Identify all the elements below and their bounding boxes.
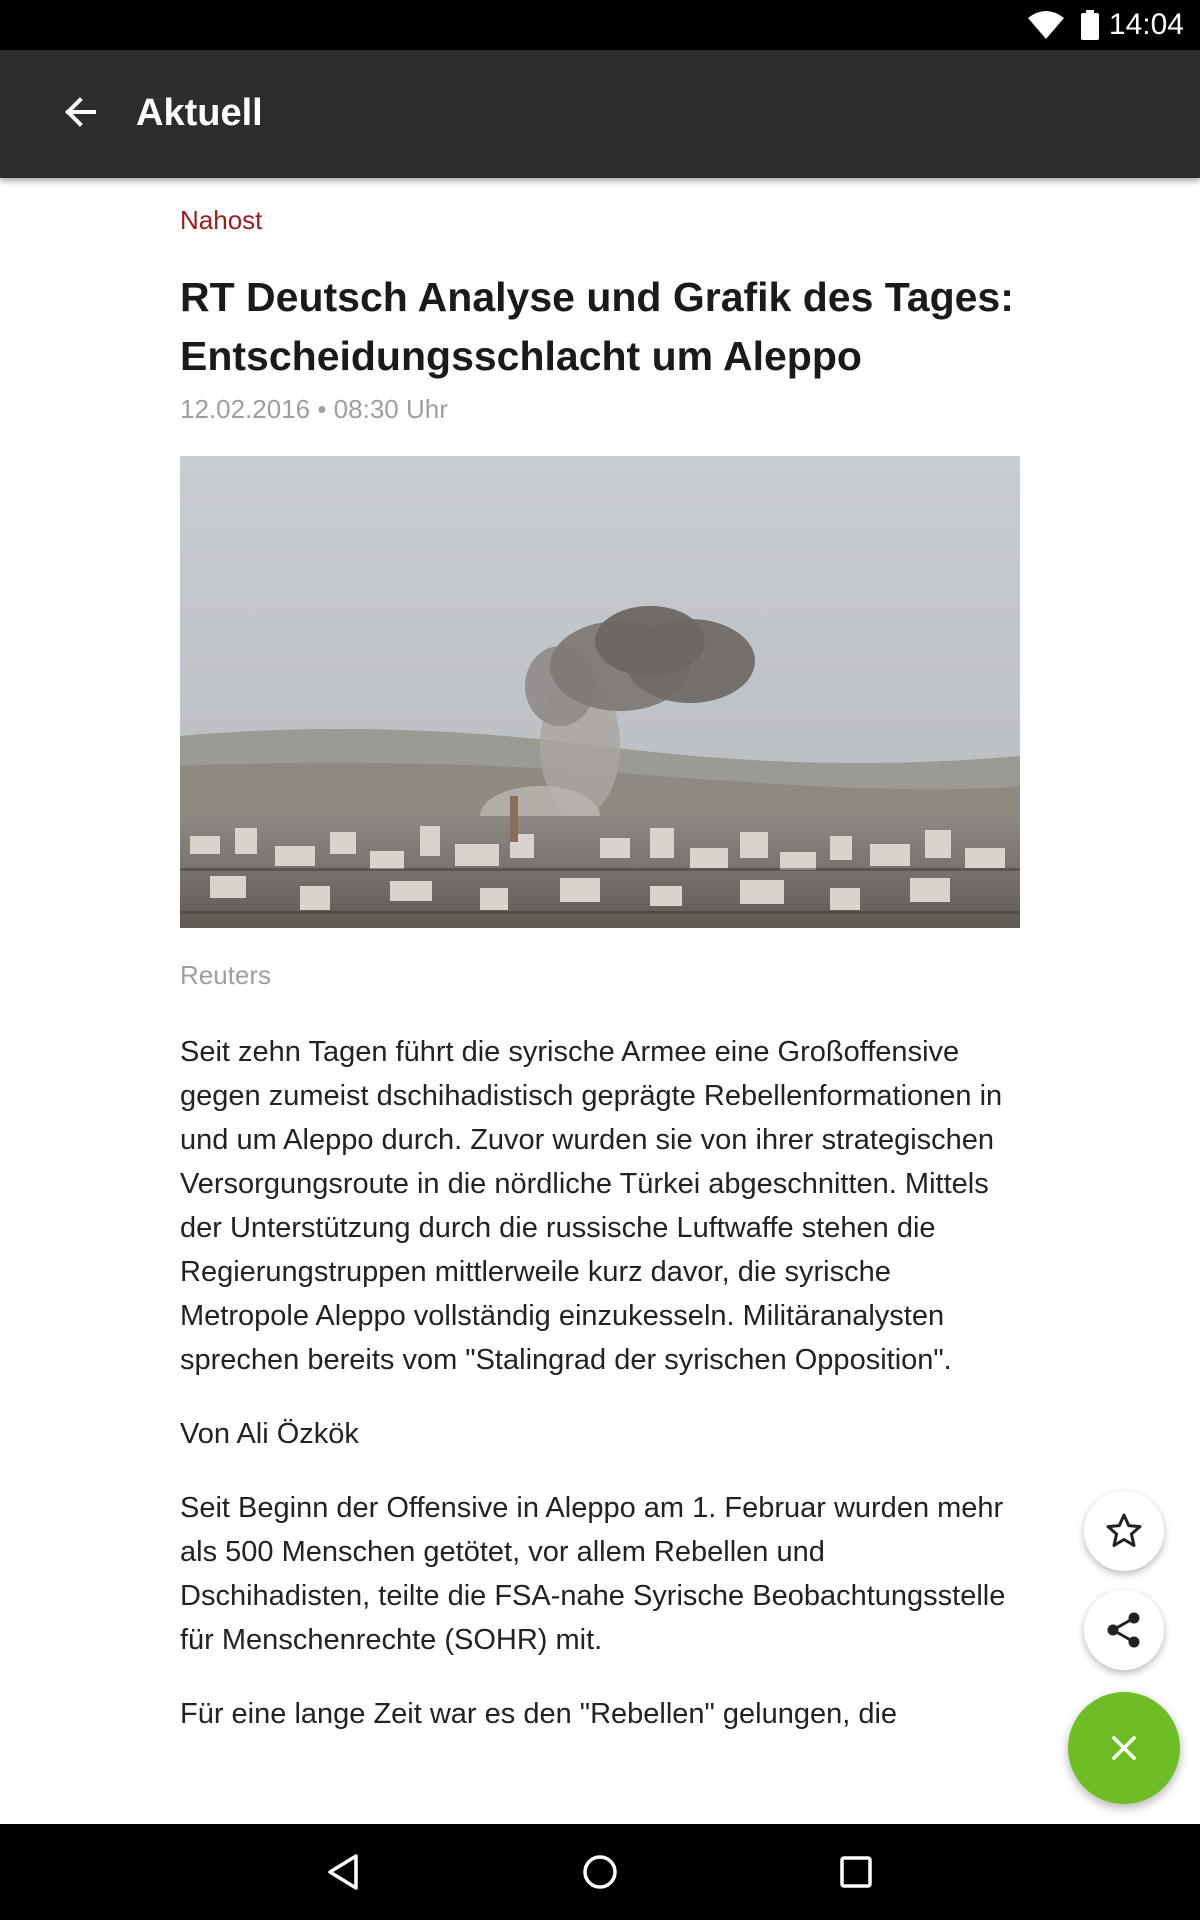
article-headline: RT Deutsch Analyse und Grafik des Tages: Entscheidungsschlacht um Aleppo: [180, 274, 1014, 379]
favorite-button[interactable]: [1084, 1491, 1164, 1571]
wifi-icon: [1027, 10, 1065, 40]
system-nav-bar: [0, 1824, 1200, 1920]
article-paragraph-3: Für eine lange Zeit war es den "Rebellen" gelungen, die: [180, 1698, 898, 1730]
nav-back-icon: [324, 1852, 364, 1892]
article-paragraph-2: Seit Beginn der Offensive in Aleppo am 1. Februar wurden mehr als 500 Menschen getötet, vor allem Rebellen und Dschihadisten, teilte die FSA-nahe Syrische Beobachtungsstelle für Menschenrechte (SOHR) mit.: [180, 1492, 1006, 1656]
share-icon: [1104, 1610, 1144, 1650]
article-author: Von Ali Özkök: [180, 1418, 359, 1450]
article-paragraph-1: Seit zehn Tagen führt die syrische Armee eine Großoffensive gegen zumeist dschihadistisch geprägte Rebellenformationen in und um Aleppo durch. Zuvor wurden sie von ihrer strategischen Versorgungsroute in die nördliche Türkei abgeschnitten. Mittels der Unterstützung durch die russische Luftwaffe stehen die Regierungstruppen mittlerweile kurz davor, die syrische Metropole Aleppo vollständig einzukesseln. Militäranalysten sprechen bereits vom "Stalingrad der syrischen Opposition".: [180, 1036, 1003, 1376]
nav-recents-button[interactable]: [826, 1842, 886, 1902]
app-bar-title: Aktuell: [136, 92, 263, 134]
nav-recents-icon: [836, 1852, 876, 1892]
share-button[interactable]: [1084, 1590, 1164, 1670]
article-image[interactable]: [180, 456, 1020, 928]
nav-back-button[interactable]: [314, 1842, 374, 1902]
article-category[interactable]: Nahost: [180, 205, 263, 235]
star-outline-icon: [1104, 1511, 1144, 1551]
nav-home-icon: [580, 1852, 620, 1892]
app-bar: [0, 50, 1200, 178]
article-content[interactable]: [180, 178, 1020, 1824]
aleppo-smoke-photo: [180, 456, 1020, 928]
article-date: 12.02.2016 • 08:30 Uhr: [180, 394, 448, 424]
battery-icon: [1080, 10, 1100, 40]
image-credit: Reuters: [180, 960, 272, 990]
status-time: 14:04: [1108, 8, 1184, 41]
arrow-back-icon: [60, 92, 100, 132]
close-fab-button[interactable]: [1068, 1692, 1180, 1804]
status-bar: [0, 0, 1200, 50]
nav-home-button[interactable]: [570, 1842, 630, 1902]
back-button[interactable]: [48, 80, 112, 144]
close-icon: [1110, 1734, 1138, 1762]
